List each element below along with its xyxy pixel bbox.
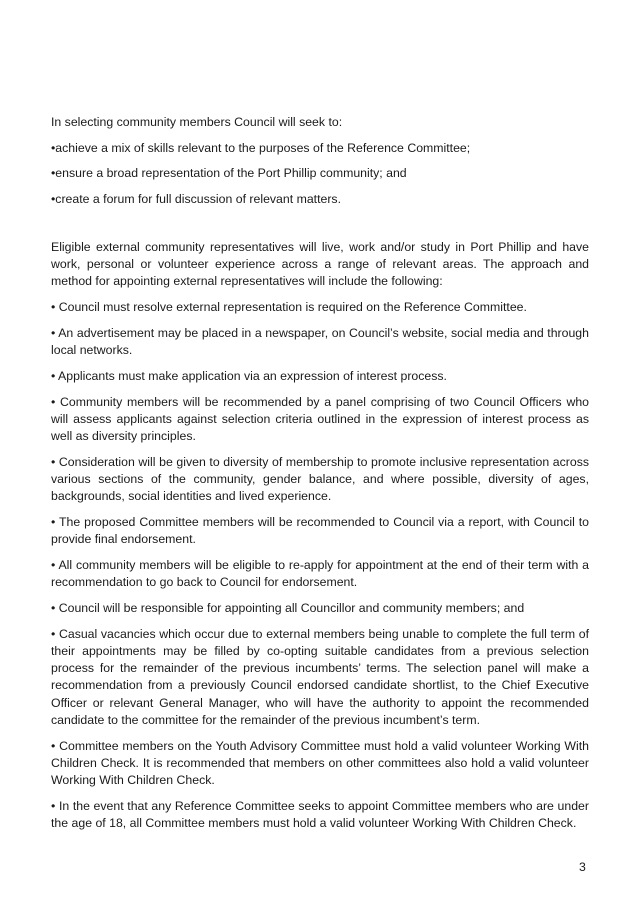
eligibility-paragraph: Eligible external community representatives will live, work and/or study in Port Phillip and have work, personal or volunteer experience across a range of relevant areas. The approach and method for appointing external representatives will include the following: bbox=[51, 239, 589, 289]
bullet-item: • Council will be responsible for appointing all Councillor and community members; and bbox=[51, 601, 525, 616]
intro-item: •ensure a broad representation of the Port Phillip community; and bbox=[51, 166, 407, 181]
bullet-item: • The proposed Committee members will be recommended to Council via a report, with Council to provide final endorsement. bbox=[51, 515, 589, 547]
section-gap bbox=[51, 217, 589, 239]
bullet-item: • In the event that any Reference Committee seeks to appoint Committee members who are under the age of 18, all Committee members must hold a valid volunteer Working With Children Check. bbox=[51, 798, 589, 831]
bullet-item: • Community members will be recommended by a panel comprising of two Council Officers who will assess applicants against selection criteria outlined in the expression of interest process as well as diversity principles. bbox=[51, 394, 589, 444]
bullet-item: • An advertisement may be placed in a newspaper, on Council’s website, social media and through local networks. bbox=[51, 325, 589, 358]
bullet-item: • Applicants must make application via an expression of interest process. bbox=[51, 368, 447, 383]
page-number: 3 bbox=[579, 860, 586, 874]
bullet-item: • Council must resolve external representation is required on the Reference Committee. bbox=[51, 300, 527, 315]
bullet-item: • All community members will be eligible to re-apply for appointment at the end of their term with a recommendation to go back to Council for endorsement. bbox=[51, 558, 589, 590]
intro-item: •create a forum for full discussion of relevant matters. bbox=[51, 192, 341, 207]
page-content bbox=[51, 114, 589, 841]
intro-lead: In selecting community members Council will seek to: bbox=[51, 115, 343, 129]
bullet-item: • Committee members on the Youth Advisory Committee must hold a valid volunteer Working With Children Check. It is recommended that members on other committees also hold a valid volunteer Working With Children Check. bbox=[51, 738, 589, 788]
bullet-item: • Casual vacancies which occur due to external members being unable to complete the full term of their appointments may be filled by co-opting suitable candidates from a previous selection process for the remainder of the previous incumbents’ terms. The selection panel will make a recommendation from a previously Council endorsed candidate shortlist, to the Chief Executive Officer or relevant General Manager, who will have the authority to appoint the recommended candidate to the committee for the remainder of the previous incumbent’s term. bbox=[51, 626, 589, 727]
intro-item: •achieve a mix of skills relevant to the purposes of the Reference Committee; bbox=[51, 140, 471, 155]
bullet-item: • Consideration will be given to diversity of membership to promote inclusive representation across various sections of the community, gender balance, and where possible, diversity of ages, backgrounds, social identities and lived experience. bbox=[51, 454, 589, 504]
